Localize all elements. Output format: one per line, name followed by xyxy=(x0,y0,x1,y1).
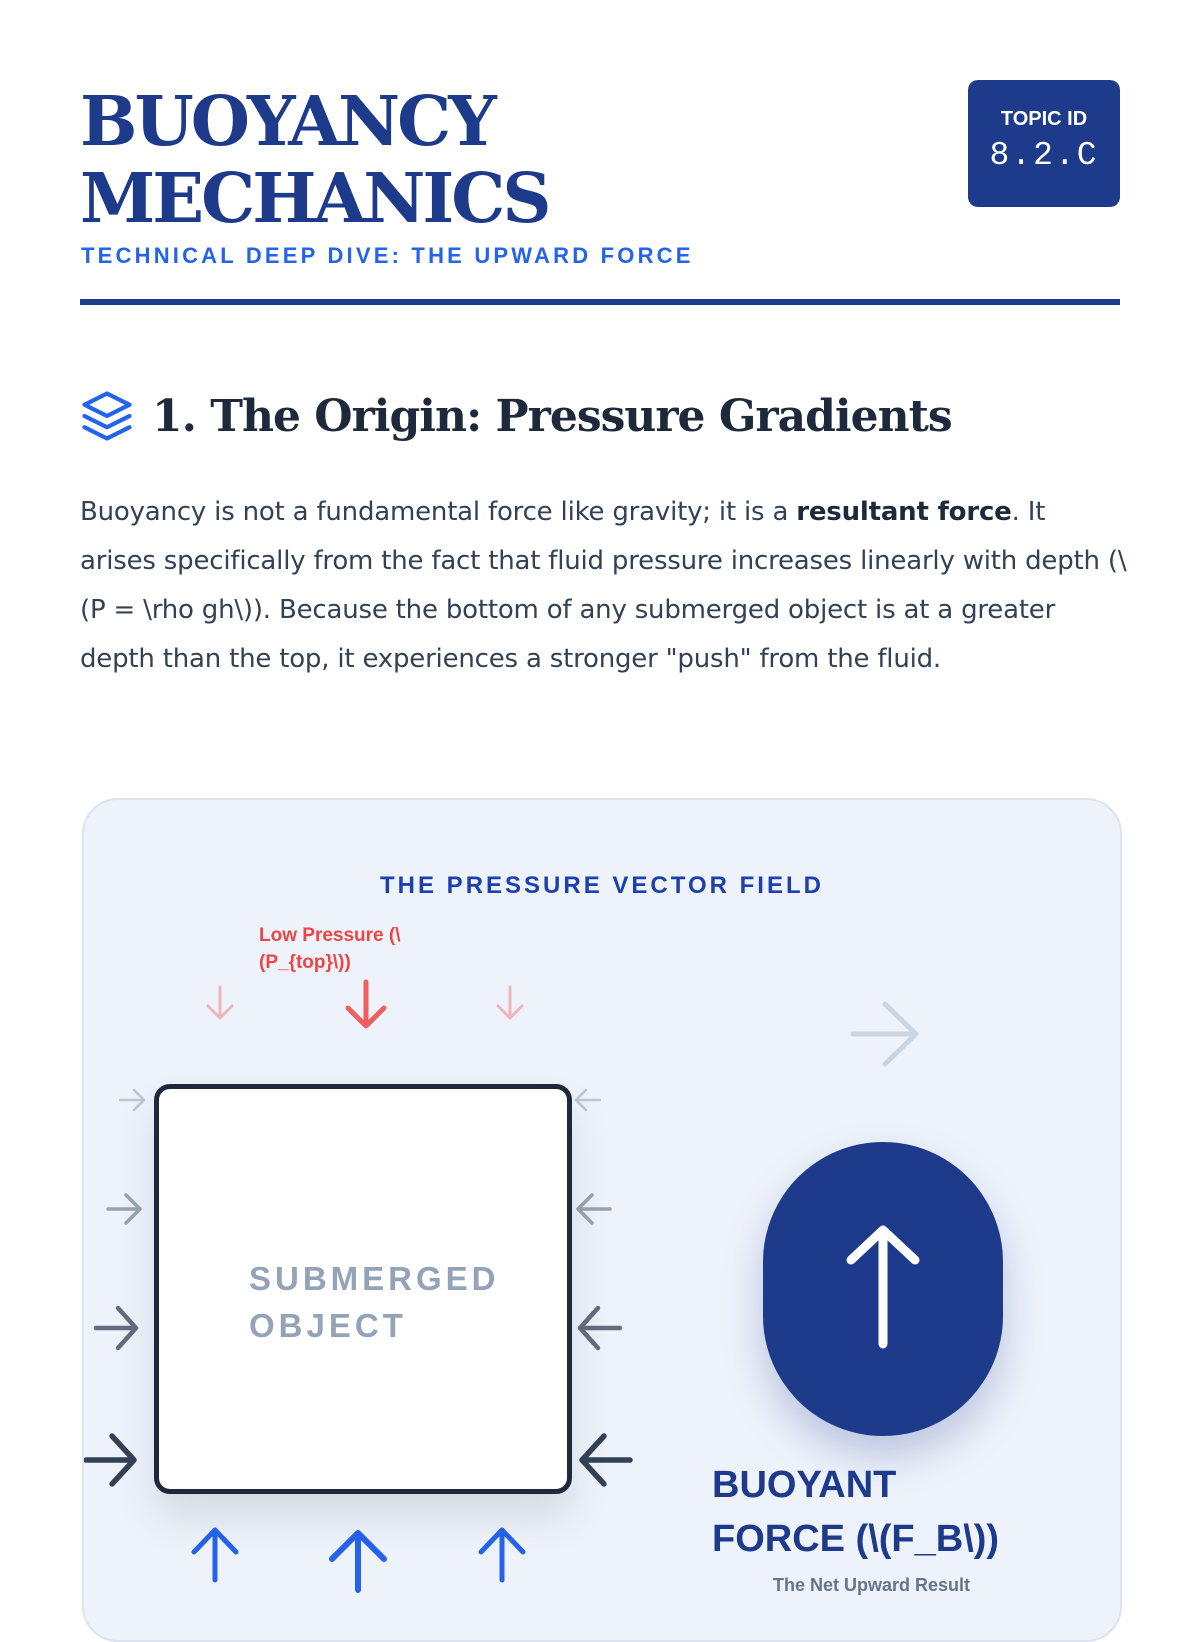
buoyant-force-caption: The Net Upward Result xyxy=(773,1575,971,1595)
left-arrow-4 xyxy=(86,1436,134,1484)
submerged-object xyxy=(154,1084,572,1494)
right-arrow-3 xyxy=(580,1308,620,1348)
object-label-line-1: SUBMERGED xyxy=(249,1260,500,1297)
section-paragraph xyxy=(80,488,1128,684)
top-arrow-center xyxy=(348,982,384,1026)
left-arrow-2 xyxy=(108,1195,140,1223)
figure-title: THE PRESSURE VECTOR FIELD xyxy=(380,872,824,899)
left-side-arrows xyxy=(86,1090,144,1484)
topic-id-badge xyxy=(968,80,1120,207)
outflow-arrow xyxy=(853,1004,916,1064)
force-label-line-2: FORCE (\(F_B\)) xyxy=(712,1518,1000,1560)
pressure-figure xyxy=(82,798,1122,1642)
arrow-up-icon xyxy=(763,1142,1003,1436)
section-heading: 1. The Origin: Pressure Gradients xyxy=(152,391,952,442)
layers-icon xyxy=(80,389,134,443)
paragraph-bold-term: resultant force xyxy=(796,497,1012,527)
title-line-1: BUOYANCY xyxy=(80,82,494,162)
page-subtitle: TECHNICAL DEEP DIVE: THE UPWARD FORCE xyxy=(81,243,694,268)
topic-id-label: TOPIC ID xyxy=(1000,108,1088,130)
top-arrow-left xyxy=(208,987,232,1018)
submerged-object-label xyxy=(249,1255,500,1349)
topic-id-value: 8.2.C xyxy=(989,137,1099,174)
page-title xyxy=(80,84,548,238)
force-label-line-1: BUOYANT xyxy=(712,1464,897,1506)
paragraph-text-end: . It arises specifically from the fact that fluid pressure increases linearly with depth (\(P = \rho gh\)). Because the bottom of any submerged object is at a greater depth than the top, it experiences a stronger "push" from the fluid. xyxy=(80,497,1127,674)
top-pressure-arrows xyxy=(208,982,522,1026)
bottom-pressure-arrows xyxy=(194,1530,523,1590)
right-arrow-1 xyxy=(576,1090,600,1110)
top-arrow-right xyxy=(498,987,522,1018)
buoyant-force-indicator xyxy=(763,1142,1003,1436)
bottom-arrow-center xyxy=(332,1533,384,1590)
low-pressure-label-line-2: (P_{top}\)) xyxy=(259,952,351,973)
left-arrow-3 xyxy=(96,1308,136,1348)
bottom-arrow-left xyxy=(194,1530,236,1580)
left-arrow-1 xyxy=(120,1090,144,1110)
bottom-arrow-right xyxy=(481,1530,523,1580)
low-pressure-label-line-1: Low Pressure (\ xyxy=(259,925,401,946)
right-side-arrows xyxy=(576,1090,630,1484)
title-line-2: MECHANICS xyxy=(80,159,549,239)
right-arrow-4 xyxy=(582,1436,630,1484)
header-divider xyxy=(80,299,1120,305)
object-label-line-2: OBJECT xyxy=(249,1307,407,1344)
right-arrow-2 xyxy=(578,1195,610,1223)
paragraph-text-start: Buoyancy is not a fundamental force like gravity; it is a xyxy=(80,497,797,527)
buoyant-force-label xyxy=(712,1458,999,1566)
